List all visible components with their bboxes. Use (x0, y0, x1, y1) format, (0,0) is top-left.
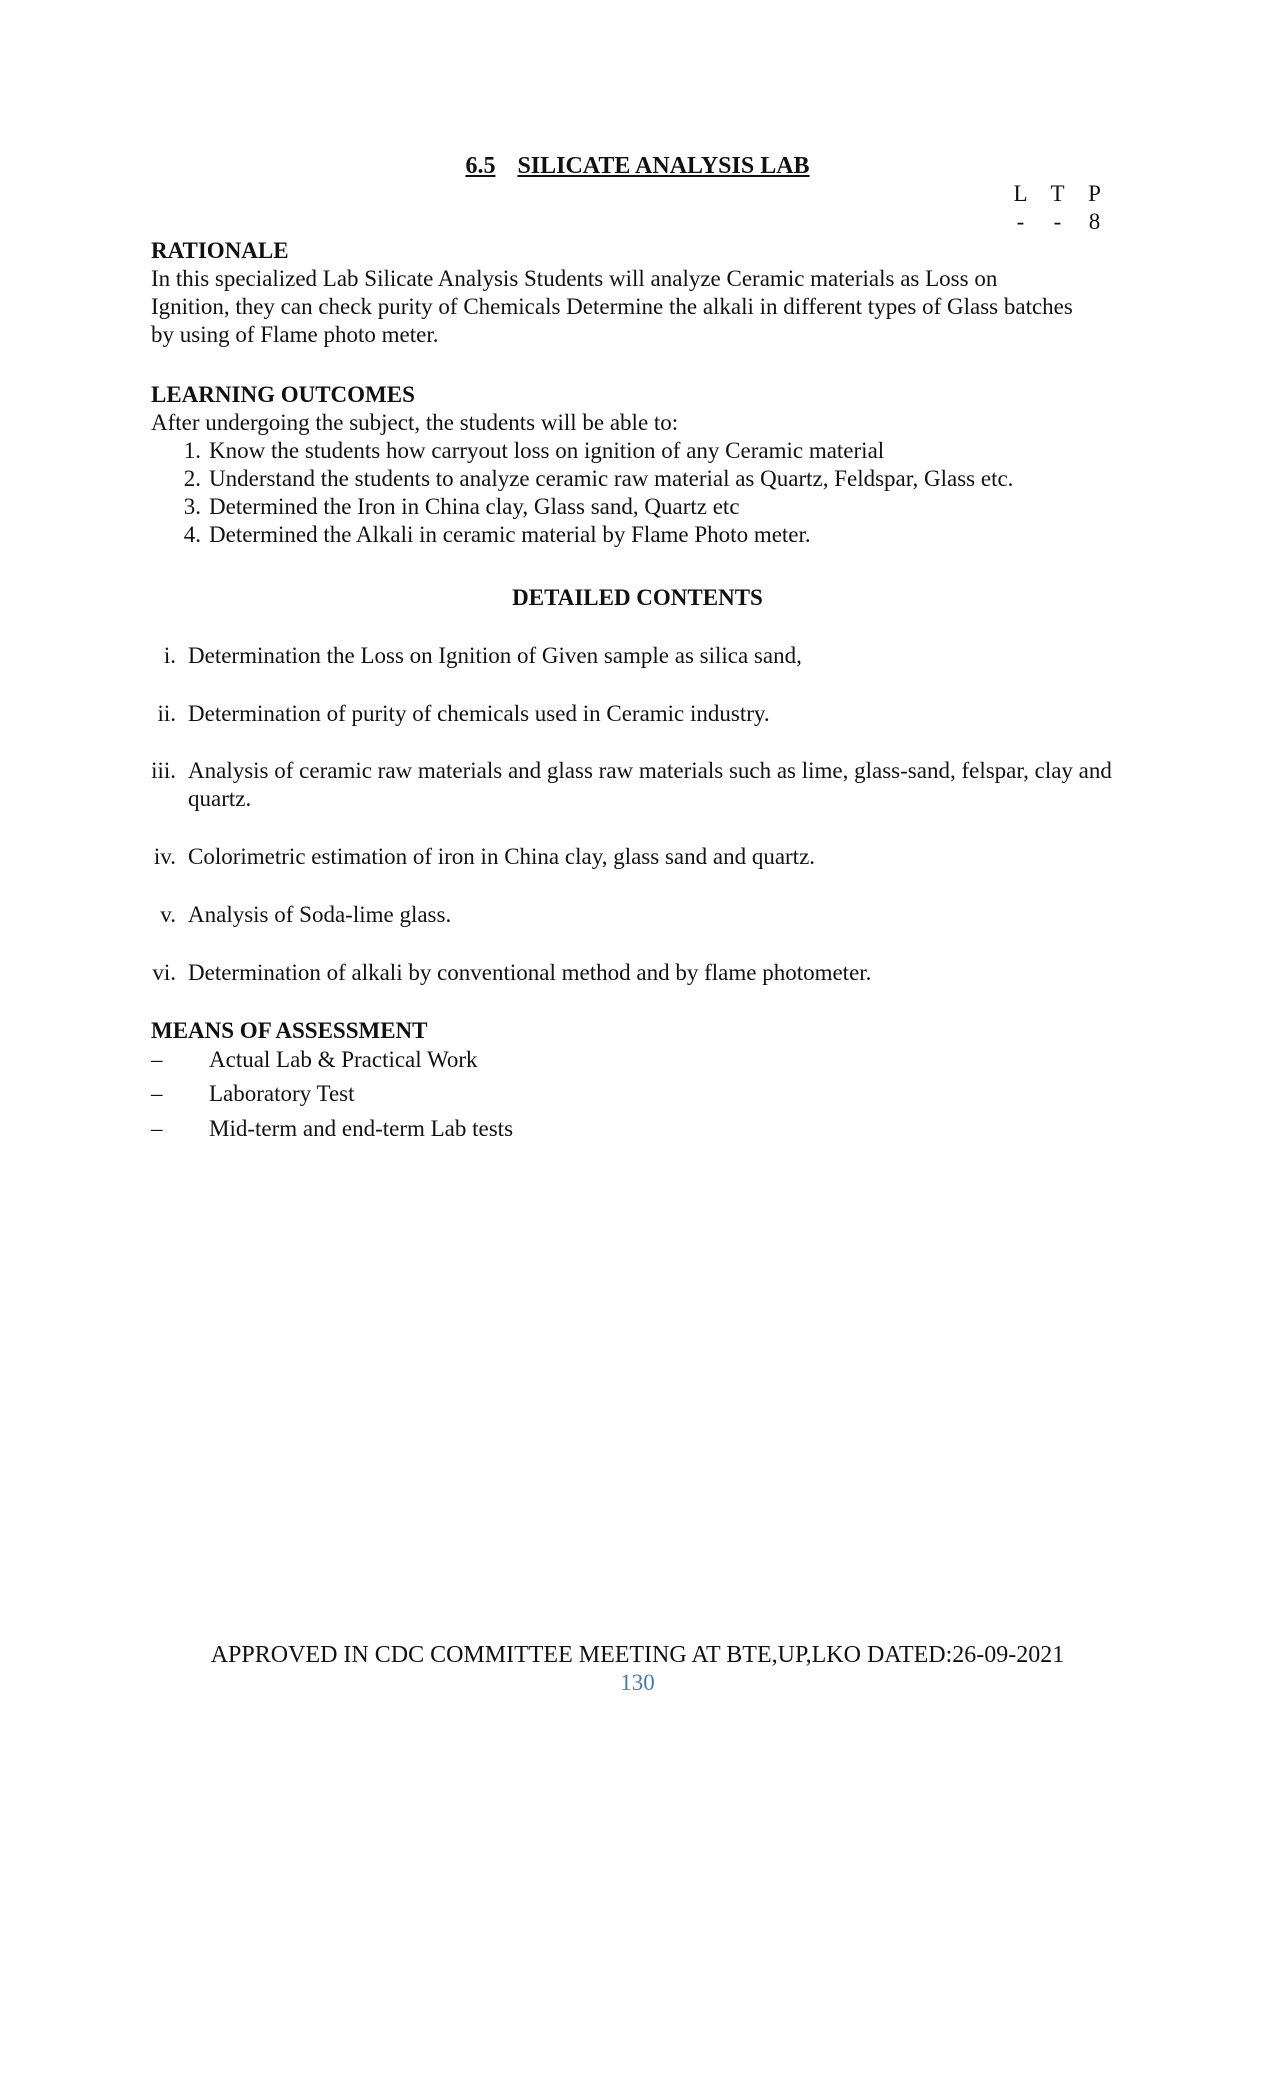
ltp-value-t: - (1053, 209, 1062, 234)
ltp-header-t: T (1050, 181, 1065, 206)
learning-outcomes-section (151, 381, 1161, 437)
learning-outcomes-list (151, 437, 1161, 549)
ltp-header-row (1002, 180, 1122, 208)
list-item: iv. Colorimetric estimation of iron in China clay, glass sand and quartz. (153, 844, 816, 869)
rationale-section (151, 237, 1161, 349)
approval-footer: APPROVED IN CDC COMMITTEE MEETING AT BTE,UP,LKO DATED:26-09-2021 (210, 1642, 1065, 1668)
list-item: 2. Understand the students to analyze ceramic raw material as Quartz, Feldspar, Glass etc. (183, 466, 1014, 491)
ltp-header-l: L (1013, 181, 1028, 206)
detailed-contents-heading: DETAILED CONTENTS (512, 585, 763, 610)
learning-outcomes-heading: LEARNING OUTCOMES (151, 382, 415, 407)
ltp-value-p: 8 (1088, 209, 1101, 234)
ltp-value-l: - (1016, 209, 1025, 234)
list-item: 3. Determined the Iron in China clay, Glass sand, Quartz etc (183, 494, 740, 519)
list-item: – Mid-term and end-term Lab tests (151, 1116, 514, 1141)
assessment-section (151, 1017, 1161, 1045)
document-title (0, 152, 1275, 180)
rationale-heading: RATIONALE (151, 238, 289, 263)
list-item: – Laboratory Test (151, 1081, 355, 1106)
list-item: i. Determination the Loss on Ignition of Given sample as silica sand, (163, 643, 802, 668)
list-item: 4. Determined the Alkali in ceramic material by Flame Photo meter. (183, 522, 811, 547)
ltp-value-row (1002, 208, 1122, 236)
ltp-header-p: P (1088, 181, 1101, 206)
section-number: 6.5 (465, 153, 496, 179)
list-item: 1. Know the students how carryout loss on ignition of any Ceramic material (183, 438, 885, 463)
rationale-line-3: by using of Flame photo meter. (151, 322, 439, 347)
assessment-heading: MEANS OF ASSESSMENT (151, 1018, 428, 1043)
page-number: 130 (620, 1670, 655, 1695)
learning-outcomes-intro: After undergoing the subject, the students will be able to: (151, 410, 679, 435)
list-item: vi. Determination of alkali by conventional method and by flame photometer. (152, 960, 872, 985)
list-item: ii. Determination of purity of chemicals used in Ceramic industry. (157, 701, 770, 726)
list-item: iii. Analysis of ceramic raw materials and glass raw materials such as lime, glass-sand, felspar, clay and quartz. (151, 758, 1112, 811)
section-title: SILICATE ANALYSIS LAB (517, 153, 810, 179)
rationale-line-2: Ignition, they can check purity of Chemicals Determine the alkali in different types of Glass batches (151, 294, 1073, 319)
ltp-table (1002, 180, 1122, 236)
rationale-line-1: In this specialized Lab Silicate Analysis Students will analyze Ceramic materials as Loss on (151, 266, 998, 291)
list-item: v. Analysis of Soda-lime glass. (160, 902, 452, 927)
list-item: – Actual Lab & Practical Work (151, 1047, 478, 1072)
